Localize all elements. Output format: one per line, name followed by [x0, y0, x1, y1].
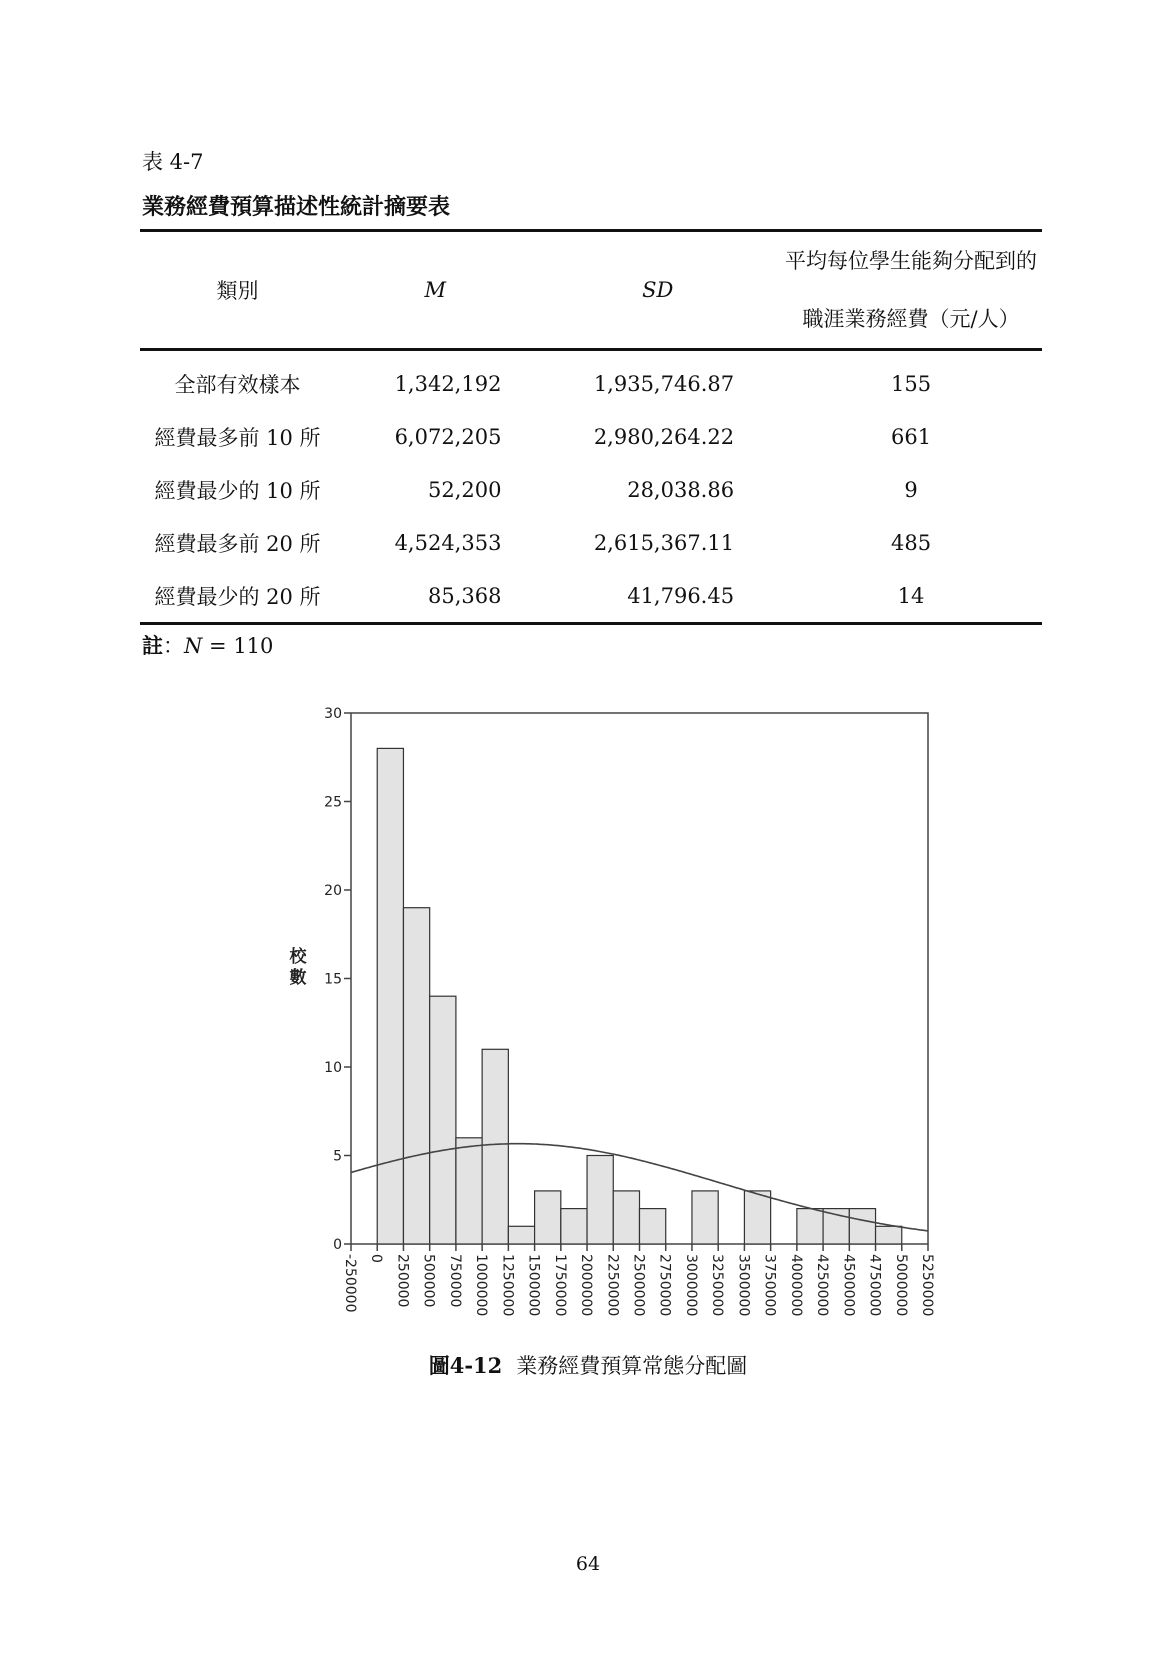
- cell-per-student: 14: [897, 583, 925, 608]
- histogram-bar: [482, 1049, 508, 1244]
- histogram-bar: [744, 1191, 770, 1244]
- x-tick-label: 4250000: [814, 1254, 831, 1317]
- x-tick-label: 2500000: [630, 1254, 647, 1317]
- cell-sd: 28,038.86: [627, 477, 735, 502]
- x-tick-label: 5250000: [919, 1254, 935, 1317]
- x-tick-label: 4500000: [840, 1254, 857, 1317]
- x-tick-label: 250000: [394, 1254, 411, 1308]
- histogram-bar: [640, 1209, 666, 1244]
- y-tick-label: 5: [333, 1148, 342, 1165]
- page-number: 64: [575, 1553, 601, 1575]
- y-tick-label: 30: [324, 706, 342, 722]
- cell-category: 經費最少的 20 所: [154, 584, 321, 609]
- cell-category: 經費最多前 10 所: [154, 425, 321, 450]
- header-per-student-line1: 平均每位學生能夠分配到的: [785, 249, 1038, 273]
- histogram-bar: [508, 1226, 534, 1244]
- y-tick-label: 0: [333, 1237, 342, 1253]
- x-tick-label: 2000000: [578, 1254, 595, 1317]
- header-sd: SD: [642, 278, 674, 302]
- x-tick-label: -250000: [342, 1254, 358, 1313]
- x-tick-label: 750000: [446, 1254, 463, 1308]
- cell-sd: 1,935,746.87: [593, 371, 735, 396]
- x-tick-label: 2750000: [656, 1254, 673, 1317]
- cell-sd: 2,615,367.11: [593, 530, 735, 555]
- y-tick-label: 15: [324, 971, 342, 988]
- x-tick-label: 4000000: [787, 1254, 804, 1317]
- cell-sd: 2,980,264.22: [593, 424, 735, 449]
- table-title: 業務經費預算描述性統計摘要表: [142, 194, 451, 220]
- y-tick-label: 10: [324, 1060, 342, 1076]
- cell-mean: 85,368: [427, 583, 502, 608]
- histogram-bar: [849, 1209, 875, 1244]
- histogram-bar: [535, 1191, 561, 1244]
- histogram-bar: [430, 996, 456, 1244]
- cell-category: 全部有效樣本: [174, 372, 301, 397]
- y-axis-label-char: 數: [289, 968, 307, 988]
- header-mean: M: [424, 278, 446, 302]
- x-tick-label: 4750000: [866, 1254, 883, 1317]
- note-separator: ：: [163, 634, 184, 658]
- figure-caption: [0, 1350, 1176, 1380]
- histogram-bar: [561, 1209, 587, 1244]
- note-value: = 110: [202, 634, 274, 658]
- x-tick-label: 3750000: [761, 1254, 778, 1317]
- histogram-bar: [876, 1226, 902, 1244]
- histogram-bar: [692, 1191, 718, 1244]
- histogram-bar: [456, 1138, 482, 1244]
- x-tick-label: 5000000: [892, 1254, 909, 1317]
- note-key: 註: [142, 633, 163, 658]
- table-label: 表 4-7: [142, 150, 204, 174]
- cell-per-student: 9: [904, 477, 918, 502]
- figure-caption-text: 業務經費預算常態分配圖: [516, 1354, 748, 1378]
- x-tick-label: 2250000: [604, 1254, 621, 1317]
- header-category: 類別: [216, 279, 259, 303]
- y-tick-label: 20: [324, 883, 342, 899]
- note-n-symbol: N: [184, 634, 203, 658]
- cell-category: 經費最少的 10 所: [154, 478, 321, 503]
- x-tick-label: 3500000: [735, 1254, 752, 1317]
- x-tick-label: 1000000: [473, 1254, 490, 1317]
- cell-mean: 4,524,353: [394, 530, 502, 555]
- x-tick-label: 1750000: [551, 1254, 568, 1317]
- histogram-bar: [797, 1209, 823, 1244]
- y-axis-label-char: 校: [289, 947, 307, 967]
- histogram-bar: [403, 908, 429, 1244]
- cell-mean: 6,072,205: [394, 424, 502, 449]
- x-tick-label: 0: [368, 1254, 385, 1263]
- x-tick-label: 3000000: [682, 1254, 699, 1317]
- histogram-bar: [377, 748, 403, 1244]
- cell-per-student: 155: [891, 371, 932, 396]
- header-per-student-line2: 職涯業務經費（元/人）: [802, 307, 1020, 331]
- cell-mean: 1,342,192: [394, 371, 502, 396]
- histogram-bar: [613, 1191, 639, 1244]
- cell-per-student: 485: [891, 530, 932, 555]
- x-tick-label: 3250000: [709, 1254, 726, 1317]
- cell-mean: 52,200: [427, 477, 502, 502]
- cell-sd: 41,796.45: [627, 583, 735, 608]
- y-tick-label: 25: [324, 794, 342, 811]
- histogram-bar: [587, 1156, 613, 1245]
- cell-per-student: 661: [891, 424, 932, 449]
- figure-number: 圖4-12: [428, 1353, 503, 1378]
- x-tick-label: 1500000: [525, 1254, 542, 1317]
- cell-category: 經費最多前 20 所: [154, 531, 321, 556]
- x-tick-label: 500000: [420, 1254, 437, 1308]
- x-tick-label: 1250000: [499, 1254, 516, 1317]
